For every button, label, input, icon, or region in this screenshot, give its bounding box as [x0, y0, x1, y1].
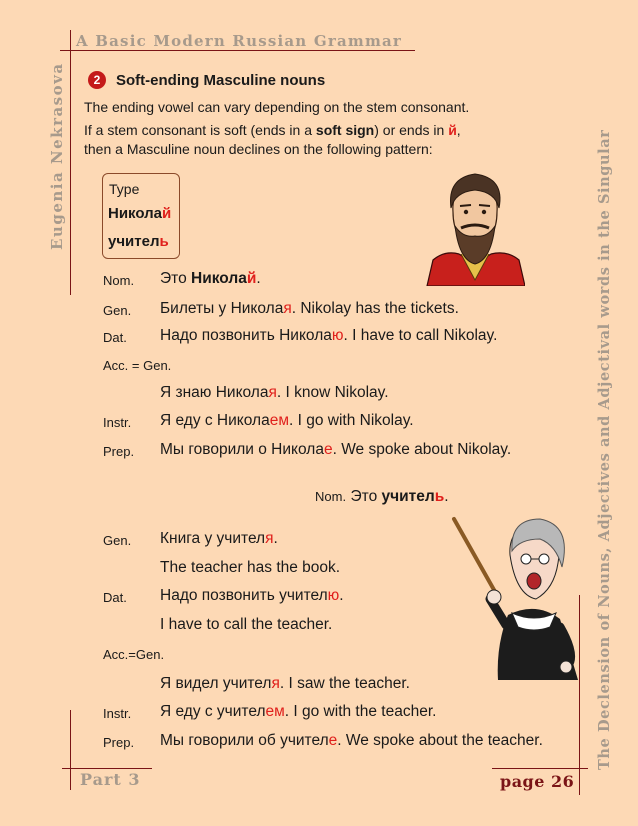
section-heading: Soft-ending Masculine nouns [116, 72, 326, 89]
nikolay-portrait-illustration [425, 168, 525, 286]
type-word-teacher: учитель [108, 233, 169, 250]
case-label-dat: Dat. [103, 330, 127, 345]
sentence-teacher-gen: Книга у учителя. [160, 530, 278, 547]
case-label-gen: Gen. [103, 303, 132, 318]
sentence-teacher-instr: Я еду с учителем. I go with the teacher. [160, 703, 437, 720]
sentence-nikolay-dat: Надо позвонить Николаю. I have to call Nikolay. [160, 327, 498, 344]
sentence-teacher-nom: Nom. Это учитель. [315, 488, 449, 505]
author-name: Eugenia Nekrasova [48, 62, 66, 250]
sentence-nikolay-prep: Мы говорили о Николае. We spoke about Nikolay. [160, 441, 512, 458]
chapter-title: The Declension of Nouns, Adjectives and Adjectival words in the Singular [596, 129, 613, 770]
frame-rule-bottom-left [62, 768, 152, 769]
case-label-nom: Nom. [103, 273, 135, 288]
type-box [102, 173, 180, 259]
sentence-teacher-prep: Мы говорили об учителе. We spoke about the teacher. [160, 732, 543, 749]
frame-rule-left [70, 30, 71, 295]
type-label: Type [109, 181, 140, 197]
case-label-prep-2: Prep. [103, 735, 135, 750]
case-label-instr-2: Instr. [103, 706, 132, 721]
sentence-nikolay-nom: Это Николай. [160, 270, 261, 287]
intro-line-1: The ending vowel can vary depending on the stem consonant. [84, 99, 470, 115]
case-label-prep: Prep. [103, 444, 135, 459]
part-label: Part 3 [80, 770, 141, 789]
sentence-teacher-acc: Я видел учителя. I saw the teacher. [160, 675, 410, 692]
intro-line-3: then a Masculine noun declines on the following pattern: [84, 141, 433, 157]
sentence-nikolay-acc: Я знаю Николая. I know Nikolay. [160, 384, 389, 401]
teacher-illustration [450, 515, 582, 680]
sentence-nikolay-instr: Я еду с Николаем. I go with Nikolay. [160, 412, 414, 429]
case-label-instr: Instr. [103, 415, 132, 430]
frame-rule-bottom-right [492, 768, 588, 769]
case-label-acc-2: Acc.=Gen. [103, 647, 165, 662]
type-word-nikolay: Николай [108, 205, 172, 222]
sentence-teacher-dat: Надо позвонить учителю. [160, 587, 344, 604]
sentence-teacher-dat-en: I have to call the teacher. [160, 616, 333, 633]
case-label-acc: Acc. = Gen. [103, 358, 172, 373]
case-label-dat-2: Dat. [103, 590, 127, 605]
page-number: page 26 [500, 772, 575, 791]
sentence-teacher-gen-en: The teacher has the book. [160, 559, 341, 576]
frame-rule-top [60, 50, 415, 51]
frame-rule-left-bottom [70, 710, 71, 790]
intro-line-2: If a stem consonant is soft (ends in a soft sign) or ends in й, [84, 122, 461, 138]
book-title: A Basic Modern Russian Grammar [76, 32, 403, 50]
case-label-gen-2: Gen. [103, 533, 132, 548]
sentence-nikolay-gen: Билеты у Николая. Nikolay has the tickets. [160, 300, 459, 317]
section-number-badge: 2 [88, 71, 106, 89]
